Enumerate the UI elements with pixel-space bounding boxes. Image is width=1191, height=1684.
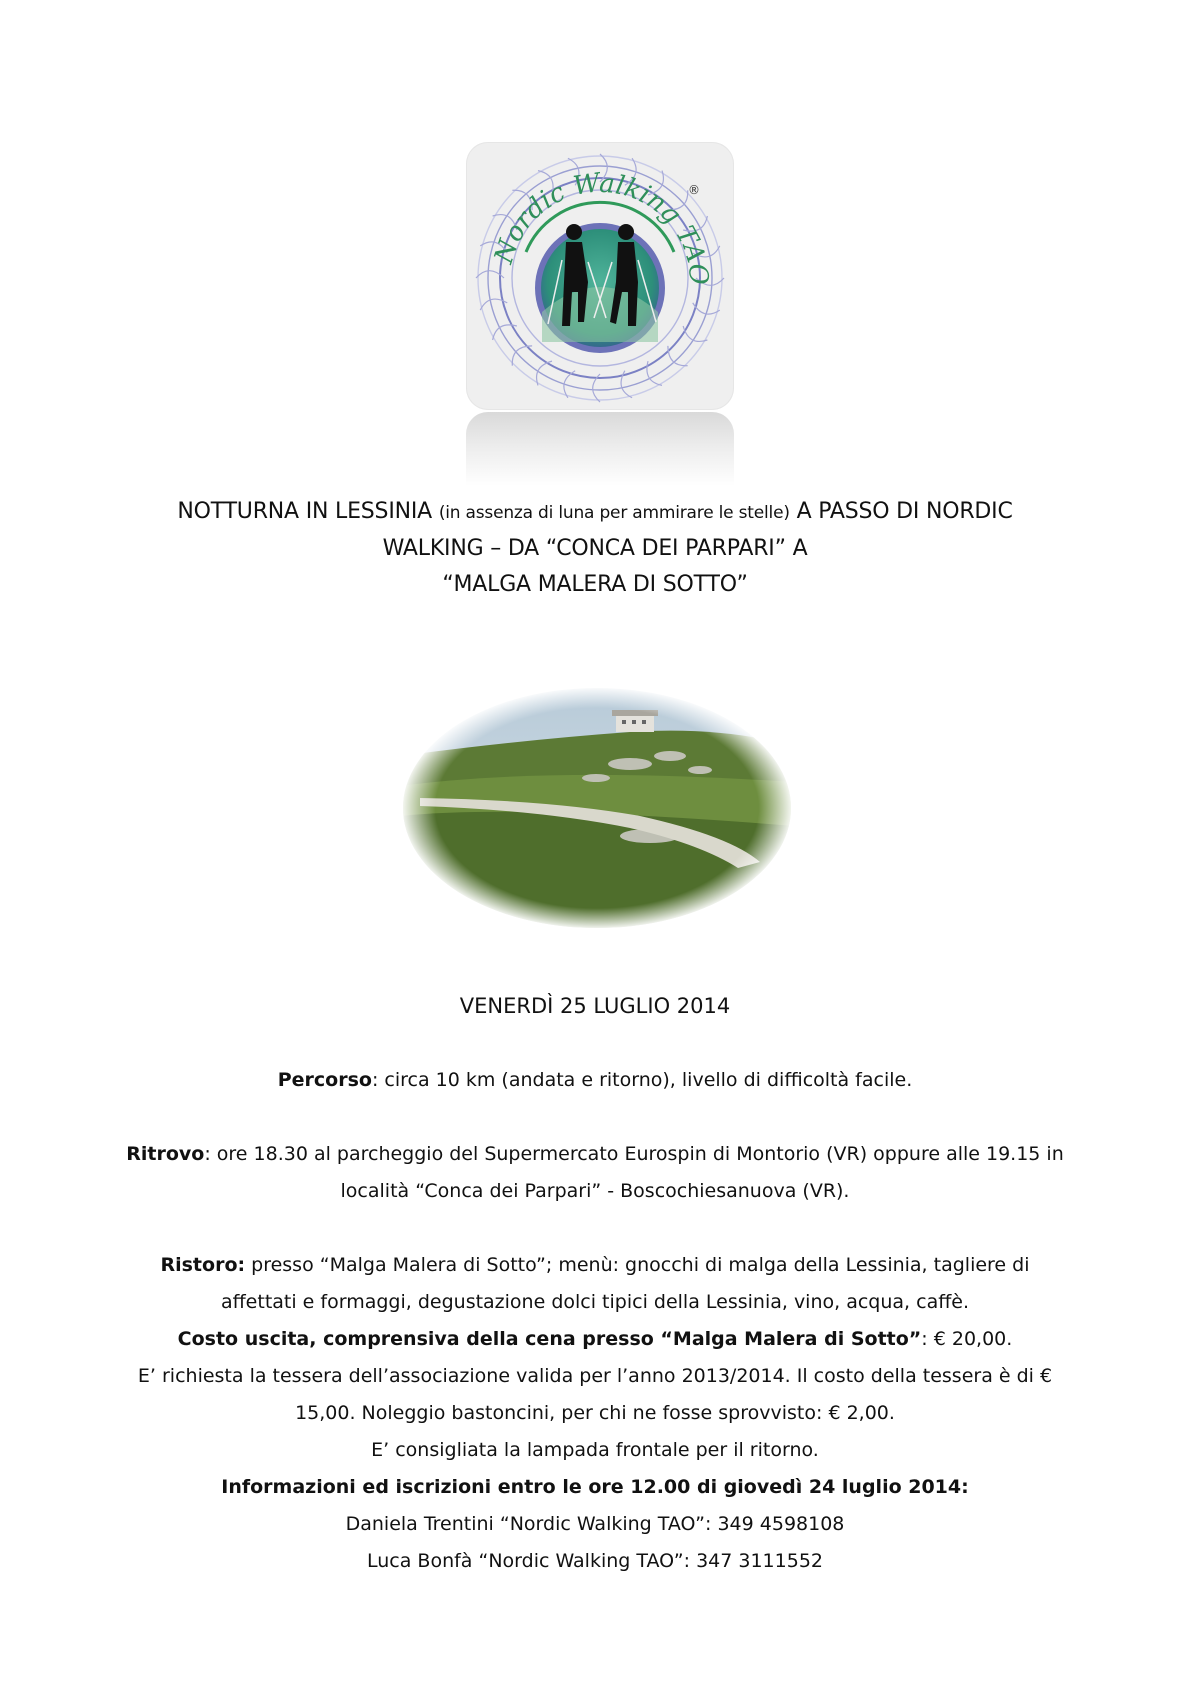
logo-card xyxy=(466,142,734,410)
landscape-photo xyxy=(400,686,794,930)
ristoro-section xyxy=(80,1247,1110,1580)
contact-daniela: Daniela Trentini “Nordic Walking TAO”: 349 4598108 xyxy=(345,1513,845,1535)
percorso-text: : circa 10 km (andata e ritorno), livello di difficoltà facile. xyxy=(371,1069,913,1091)
ristoro-line-1: presso “Malga Malera di Sotto”; menù: gnocchi di malga della Lessinia, tagliere di xyxy=(245,1254,1030,1276)
ritrovo-paragraph xyxy=(80,1136,1110,1210)
lampada-note: E’ consigliata la lampada frontale per il ritorno. xyxy=(371,1439,819,1461)
title-main-part-2: A PASSO DI NORDIC xyxy=(796,499,1013,524)
nordic-walking-tao-logo xyxy=(466,142,734,410)
title-note: (in assenza di luna per ammirare le stelle) xyxy=(438,503,790,523)
title-line-2: WALKING – DA “CONCA DEI PARPARI” A xyxy=(382,536,808,561)
ritrovo-line-2: località “Conca dei Parpari” - Boscochiesanuova (VR). xyxy=(340,1180,850,1202)
logo-reflection xyxy=(466,412,734,486)
title-line-3: “MALGA MALERA DI SOTTO” xyxy=(442,572,748,597)
tessera-line-2: 15,00. Noleggio bastoncini, per chi ne fosse sprovvisto: € 2,00. xyxy=(295,1402,895,1424)
costo-label: Costo uscita, comprensiva della cena presso “Malga Malera di Sotto” xyxy=(177,1328,922,1350)
event-date-text: VENERDÌ 25 LUGLIO 2014 xyxy=(459,994,731,1018)
percorso-label: Percorso xyxy=(277,1069,372,1091)
event-date xyxy=(80,994,1110,1018)
event-title xyxy=(80,494,1110,603)
info-label: Informazioni ed iscrizioni entro le ore 12.00 di giovedì 24 luglio 2014: xyxy=(221,1476,969,1498)
percorso-paragraph xyxy=(80,1062,1110,1099)
logo-emblem-icon xyxy=(466,142,734,410)
title-main-part: NOTTURNA IN LESSINIA xyxy=(177,499,433,524)
ritrovo-label: Ritrovo xyxy=(126,1143,205,1165)
registered-mark: ® xyxy=(688,183,700,197)
costo-text: : € 20,00. xyxy=(921,1328,1013,1350)
title-line-1 xyxy=(80,494,1110,531)
logo-brand-text: Nordic Walking TAO xyxy=(489,168,714,287)
contact-luca: Luca Bonfà “Nordic Walking TAO”: 347 3111552 xyxy=(366,1550,824,1572)
tessera-line-1: E’ richiesta la tessera dell’associazione valida per l’anno 2013/2014. Il costo della tessera è di € xyxy=(137,1365,1053,1387)
ristoro-line-2: affettati e formaggi, degustazione dolci tipici della Lessinia, vino, acqua, caffè. xyxy=(220,1291,970,1313)
ritrovo-line-1: : ore 18.30 al parcheggio del Supermercato Eurospin di Montorio (VR) oppure alle 19.15 in xyxy=(204,1143,1064,1165)
ristoro-label: Ristoro: xyxy=(160,1254,246,1276)
